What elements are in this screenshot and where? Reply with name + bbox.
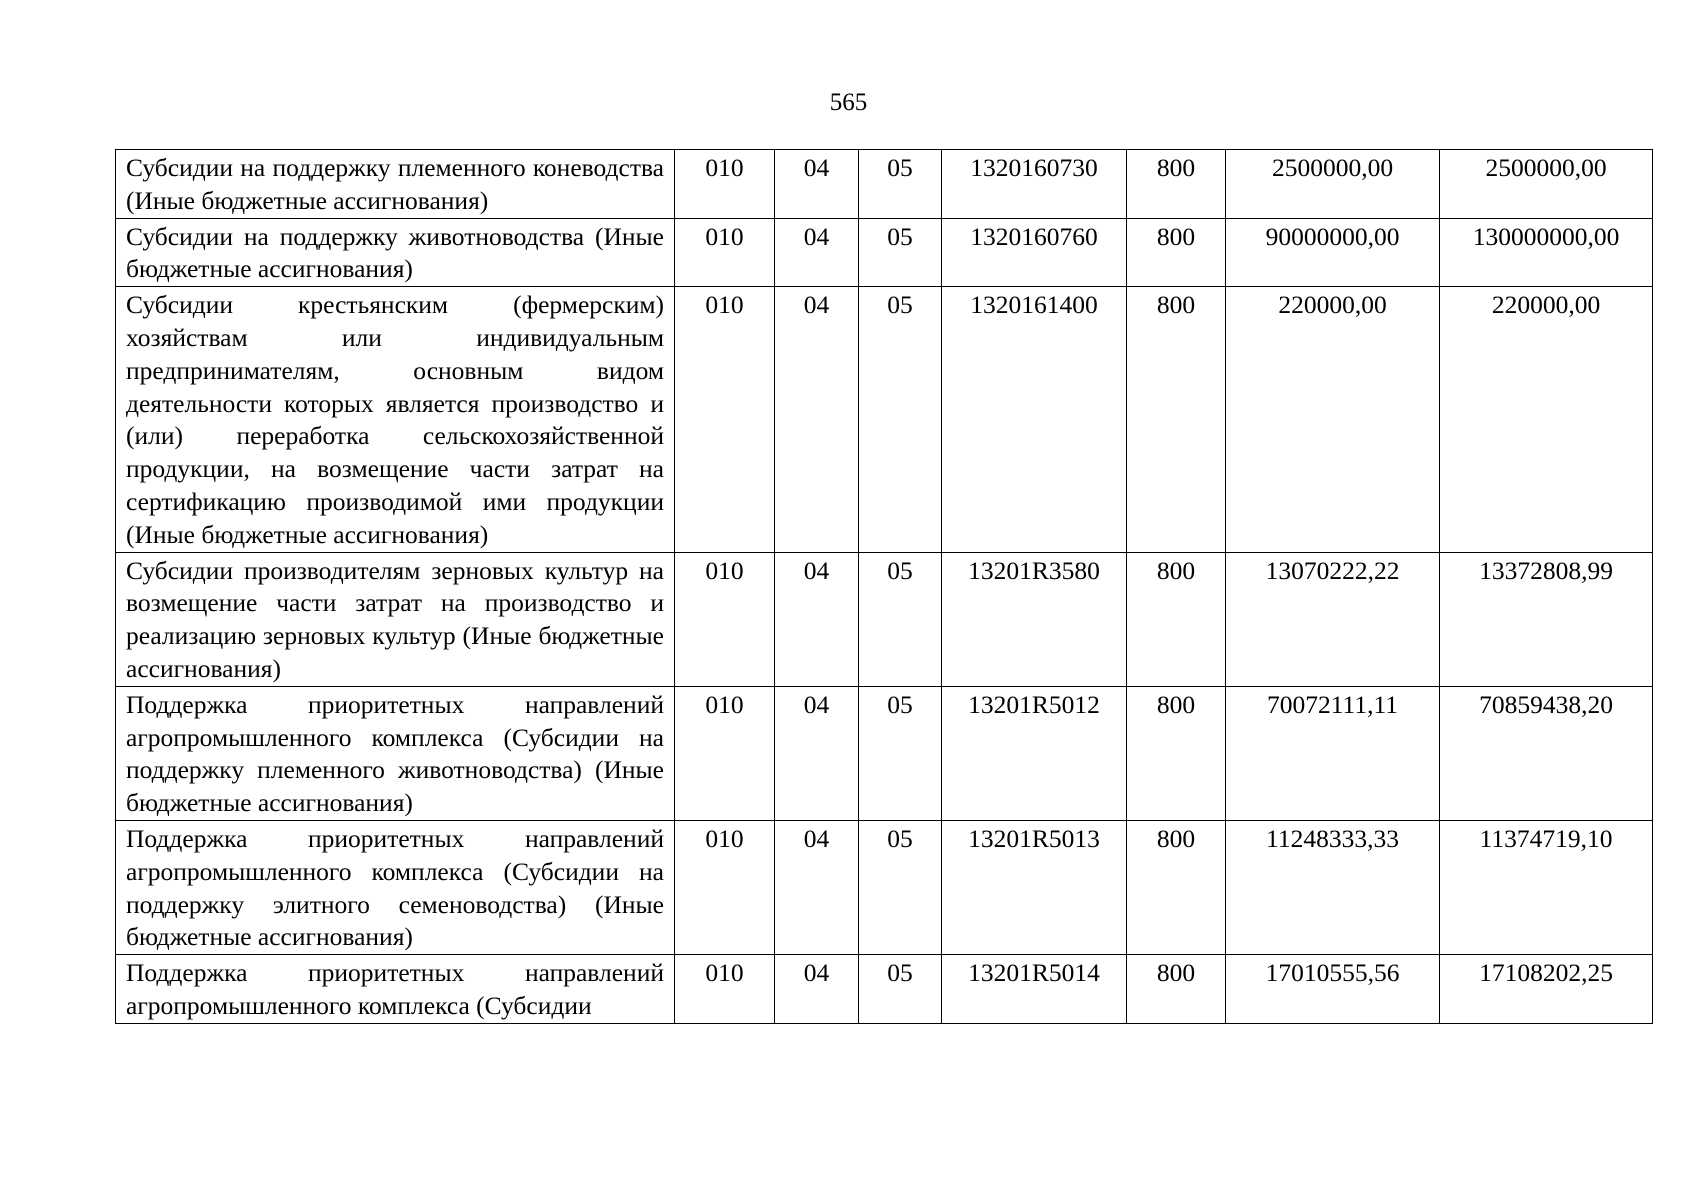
expense-type-code: 800: [1127, 955, 1226, 1024]
row-description: Поддержка приоритетных направлений агропромышленного комплекса (Субсидии на поддержку элитного семеноводства) (Иные бюджетные ассигнования): [116, 820, 675, 954]
amount-first: 220000,00: [1226, 287, 1440, 552]
expense-type-code: 800: [1127, 686, 1226, 820]
subsection-code: 05: [859, 686, 942, 820]
amount-second: 2500000,00: [1440, 150, 1653, 219]
section-code: 04: [775, 955, 859, 1024]
admin-code: 010: [675, 686, 775, 820]
row-description: Субсидии на поддержку племенного коневодства (Иные бюджетные ассигнования): [116, 150, 675, 219]
table-row: [116, 955, 1653, 1024]
row-description: Субсидии крестьянским (фермерским) хозяйствам или индивидуальным предпринимателям, основным видом деятельности которых является производство и (или) переработка сельскохозяйственной продукции, на возмещение части затрат на сертификацию производимой ими продукции (Иные бюджетные ассигнования): [116, 287, 675, 552]
subsection-code: 05: [859, 552, 942, 686]
section-code: 04: [775, 686, 859, 820]
subsection-code: 05: [859, 820, 942, 954]
target-article-code: 1320160730: [942, 150, 1127, 219]
admin-code: 010: [675, 552, 775, 686]
amount-first: 2500000,00: [1226, 150, 1440, 219]
amount-first: 90000000,00: [1226, 218, 1440, 287]
section-code: 04: [775, 287, 859, 552]
expense-type-code: 800: [1127, 820, 1226, 954]
subsection-code: 05: [859, 287, 942, 552]
page-number: 565: [829, 89, 868, 116]
expense-type-code: 800: [1127, 287, 1226, 552]
expense-type-code: 800: [1127, 552, 1226, 686]
budget-table: [115, 149, 1653, 1024]
admin-code: 010: [675, 150, 775, 219]
subsection-code: 05: [859, 955, 942, 1024]
admin-code: 010: [675, 287, 775, 552]
amount-first: 11248333,33: [1226, 820, 1440, 954]
subsection-code: 05: [859, 218, 942, 287]
subsection-code: 05: [859, 150, 942, 219]
row-description: Поддержка приоритетных направлений агропромышленного комплекса (Субсидии на поддержку племенного животноводства) (Иные бюджетные ассигнования): [116, 686, 675, 820]
row-description: Субсидии на поддержку животноводства (Иные бюджетные ассигнования): [116, 218, 675, 287]
table-row: [116, 218, 1653, 287]
section-code: 04: [775, 218, 859, 287]
admin-code: 010: [675, 218, 775, 287]
expense-type-code: 800: [1127, 150, 1226, 219]
section-code: 04: [775, 150, 859, 219]
target-article-code: 13201R3580: [942, 552, 1127, 686]
target-article-code: 13201R5012: [942, 686, 1127, 820]
table-row: [116, 820, 1653, 954]
target-article-code: 1320161400: [942, 287, 1127, 552]
table-row: [116, 552, 1653, 686]
target-article-code: 1320160760: [942, 218, 1127, 287]
amount-second: 130000000,00: [1440, 218, 1653, 287]
row-description: Поддержка приоритетных направлений агропромышленного комплекса (Субсидии: [116, 955, 675, 1024]
table-row: [116, 686, 1653, 820]
amount-first: 13070222,22: [1226, 552, 1440, 686]
amount-second: 13372808,99: [1440, 552, 1653, 686]
amount-second: 220000,00: [1440, 287, 1653, 552]
admin-code: 010: [675, 820, 775, 954]
target-article-code: 13201R5014: [942, 955, 1127, 1024]
table-row: [116, 150, 1653, 219]
section-code: 04: [775, 820, 859, 954]
amount-second: 11374719,10: [1440, 820, 1653, 954]
amount-first: 17010555,56: [1226, 955, 1440, 1024]
admin-code: 010: [675, 955, 775, 1024]
target-article-code: 13201R5013: [942, 820, 1127, 954]
expense-type-code: 800: [1127, 218, 1226, 287]
row-description: Субсидии производителям зерновых культур на возмещение части затрат на производство и реализацию зерновых культур (Иные бюджетные ассигнования): [116, 552, 675, 686]
amount-first: 70072111,11: [1226, 686, 1440, 820]
amount-second: 70859438,20: [1440, 686, 1653, 820]
amount-second: 17108202,25: [1440, 955, 1653, 1024]
budget-table-body: [116, 150, 1653, 1024]
section-code: 04: [775, 552, 859, 686]
table-row: [116, 287, 1653, 552]
